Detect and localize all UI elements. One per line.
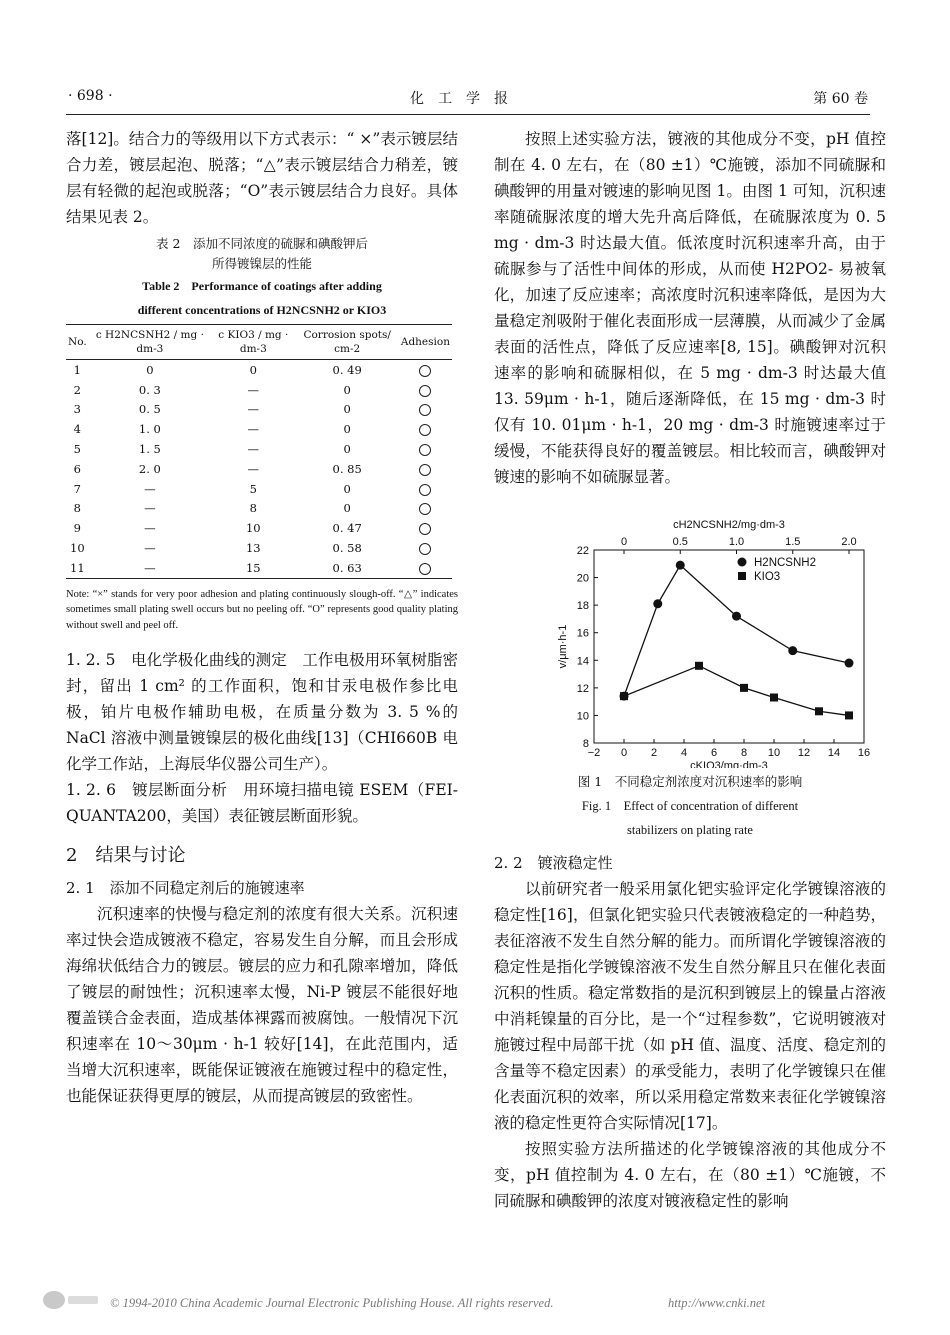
y-tick-label: 22 [576, 545, 589, 557]
col-header-adhesion: Adhesion [399, 325, 452, 360]
table-cell-kio3: 10 [245, 521, 261, 536]
legend-marker-square [738, 572, 746, 580]
deposition-rate-paragraph: 按照上述实验方法，镀液的其他成分不变，pH 值控制在 4. 0 左右，在（80 ±1）℃施镀，添加不同硫脲和碘酸钾的用量对镀速的影响见图 1。由图 1 可知，沉积速率随硫脲浓度的增大先升高后降低，在硫脲浓度为 0. 5 mg · dm-3 时达最大值。低浓度时沉积速率升高，由于硫脲参与了活性中间体的形成，从而使 H2PO2- 易被氧化，加速了反应速率；高浓度时沉积速率降低，是因为大量稳定剂吸附于催化表面形成一层薄膜，从而减少了金属表面的活性点，降低了反应速率[8, 15]。碘酸钾对沉积速率的影响和硫脲相似，在 5 mg · dm-3 时达最大值 13. 59μm · h-1，随后逐渐降低，在 15 mg · dm-3 时仅有 10. 01μm · h-1，20 mg · dm-3 时施镀速率过于缓慢，不能获得良好的覆盖镀层。相比较而言，碘酸钾对镀速的影响不如硫脲显著。 [494, 130, 886, 486]
table-cell-thiourea: 2. 0 [138, 461, 161, 476]
section-1-2-5: 1. 2. 5 电化学极化曲线的测定 工作电极用环氧树脂密封，留出 1 cm² 的工作面积，饱和甘汞电极作参比电极，铂片电极作辅助电极，在质量分数为 3. 5 %的 NaCl 溶液中测量镀镍层的极化曲线[13]（CHI660B 电化学工作站，上海辰华仪器公司生产）。 [66, 651, 458, 774]
y-tick-label: 16 [576, 627, 589, 640]
table-cell-no: 7 [73, 481, 81, 496]
table-cell-no: 4 [73, 422, 81, 437]
y-axis-label: v/μm·h-1 [557, 624, 569, 669]
data-point-KIO3 [770, 694, 778, 702]
data-point-KIO3 [845, 711, 853, 719]
table-cell-thiourea: 0. 3 [138, 382, 161, 397]
table-cell-kio3: — [247, 442, 260, 457]
x-tick-label: 16 [857, 747, 871, 759]
figure-1 [494, 498, 886, 768]
y-tick-label: 8 [582, 738, 589, 750]
x-tick-label: 12 [797, 747, 811, 759]
section-2-2-heading: 2. 2 镀液稳定性 [494, 854, 613, 872]
col-header-no: No. [66, 325, 89, 360]
table-cell-thiourea: — [144, 541, 156, 556]
col-header-corrosion: Corrosion spots/ cm-2 [296, 325, 399, 360]
table-cell-corrosion: 0. 58 [332, 541, 362, 556]
figure-caption-en-line1: Fig. 1 Effect of concentration of different [581, 799, 799, 813]
good-adhesion-circle-icon [419, 484, 431, 496]
x-tick-label: 10 [767, 747, 781, 759]
top-axis-label: cH2NCSNH2/mg·dm-3 [673, 519, 785, 531]
table-cell-adhesion [399, 380, 452, 400]
y-tick-label: 20 [576, 572, 589, 585]
good-adhesion-circle-icon [419, 404, 431, 416]
table-cell-kio3: — [247, 402, 260, 417]
table-cell-kio3: 8 [249, 501, 257, 516]
section-2-heading: 2 结果与讨论 [66, 845, 186, 867]
table-cell-corrosion: 0 [343, 422, 351, 437]
series-line-H2NCSNH2 [624, 565, 849, 696]
table-row [66, 538, 452, 558]
table-row [66, 558, 452, 578]
table-cell-kio3: 5 [249, 481, 257, 496]
x-tick-label: 2 [650, 747, 658, 759]
table-cell-no: 6 [73, 461, 81, 476]
table-cell-corrosion: 0 [343, 501, 351, 516]
table-cell-no: 1 [73, 362, 81, 377]
cnki-logo-icon [40, 1288, 102, 1312]
table-row [66, 479, 452, 499]
x-tick-label: 0 [620, 747, 628, 759]
table-cell-adhesion [399, 459, 452, 479]
good-adhesion-circle-icon [419, 543, 431, 555]
table-caption-en-line1: Table 2 Performance of coatings after adding [142, 279, 382, 293]
table-cell-adhesion [399, 360, 452, 380]
col-header-kio3: c KIO3 / mg · dm-3 [211, 325, 295, 360]
legend-label: KIO3 [754, 571, 781, 583]
top-tick-label: 1.0 [728, 536, 745, 548]
legend-label: H2NCSNH2 [754, 557, 816, 569]
table-cell-adhesion [399, 439, 452, 459]
table-cell-no: 8 [73, 501, 81, 516]
table-cell-thiourea: — [144, 521, 156, 536]
section-1-2-6: 1. 2. 6 镀层断面分析 用环境扫描电镜 ESEM（FEI-QUANTA200，美国）表征镀层断面形貌。 [66, 781, 458, 826]
table-cell-thiourea: — [144, 481, 156, 496]
section-2-2-paragraph-b: 按照实验方法所描述的化学镀镍溶液的其他成分不变，pH 值控制为 4. 0 左右，在（80 ±1）℃施镀，不同硫脲和碘酸钾的浓度对镀液稳定性的影响 [494, 1140, 886, 1210]
data-point-H2NCSNH2 [653, 599, 662, 608]
table-cell-thiourea: 1. 0 [138, 422, 161, 437]
table-cell-kio3: 15 [211, 558, 295, 578]
table-row [66, 499, 452, 519]
table-cell-kio3: — [247, 422, 260, 437]
table-caption-cn-line2: 所得镀镍层的性能 [211, 256, 312, 271]
table-row [66, 459, 452, 479]
table-cell-corrosion: 0 [343, 402, 351, 417]
legend-marker-circle [738, 558, 747, 567]
table-cell-kio3: 0 [249, 362, 257, 377]
x-tick-label: 14 [827, 747, 841, 759]
section-2-2-paragraph-a: 以前研究者一般采用氯化钯实验评定化学镀镍溶液的稳定性[16]，但氯化钯实验只代表镀液稳定的一种趋势，表征溶液不发生自然分解的能力。而所谓化学镀镍溶液的稳定性是指化学镀镍溶液不发生自然分解且只在催化表面沉积的性质。稳定常数指的是沉积到镀层上的镍量占溶液中消耗镍量的百分比，是一个“过程参数”，它说明镀液对施镀过程中局部干扰（如 pH 值、温度、活度、稳定剂的含量等不稳定因素）的承受能力，表明了化学镀镍只在催化表面沉积的效率，所以采用稳定常数来表征化学镀镍溶液的稳定性更符合实际情况[17]。 [494, 880, 886, 1132]
good-adhesion-circle-icon [419, 464, 431, 476]
good-adhesion-circle-icon [419, 444, 431, 456]
data-point-H2NCSNH2 [732, 612, 741, 621]
copyright-footer: © 1994-2010 China Academic Journal Electronic Publishing House. All rights reserved. [110, 1296, 554, 1310]
good-adhesion-circle-icon [419, 503, 431, 515]
top-tick-label: 0.5 [672, 536, 688, 548]
table-cell-kio3: — [247, 461, 260, 476]
figure-1-chart [494, 498, 886, 768]
table-cell-corrosion: 0. 47 [332, 521, 362, 536]
data-point-H2NCSNH2 [676, 561, 685, 570]
x-axis-label: cKIO3/mg·dm-3 [690, 760, 768, 768]
left-column [66, 126, 458, 1109]
data-point-KIO3 [620, 692, 628, 700]
table-row [66, 419, 452, 439]
y-tick-label: 18 [576, 600, 589, 613]
data-point-KIO3 [695, 662, 703, 670]
top-tick-label: 2.0 [841, 536, 857, 548]
footer-url: http://www.cnki.net [668, 1296, 765, 1310]
section-2-1-heading: 2. 1 添加不同稳定剂后的施镀速率 [66, 879, 305, 898]
table-note: Note: “×” stands for very poor adhesion and plating continuously slough-off. “△” indicates sometimes small plating swell occurs but no peeling off. “O” represents good quality plating without swell and peel off. [66, 588, 458, 631]
top-tick-label: 1.5 [785, 536, 801, 548]
table-2 [66, 324, 452, 579]
table-cell-no: 2 [73, 382, 81, 397]
x-tick-label: 8 [740, 747, 748, 759]
data-point-H2NCSNH2 [788, 646, 797, 655]
table-row [66, 400, 452, 420]
table-cell-no: 9 [73, 521, 81, 536]
table-cell-kio3: — [247, 382, 260, 397]
table-cell-thiourea: — [144, 501, 156, 516]
col-header-thiourea: c H2NCSNH2 / mg · dm-3 [89, 325, 211, 360]
table-cell-thiourea: — [89, 558, 211, 578]
table-cell-corrosion: 0 [343, 382, 351, 397]
good-adhesion-circle-icon [419, 385, 431, 397]
y-tick-label: 14 [576, 655, 589, 668]
data-point-H2NCSNH2 [845, 659, 854, 668]
table-cell-thiourea: 1. 5 [138, 442, 161, 457]
x-tick-label: −2 [587, 747, 601, 759]
table-caption-cn-line1: 表 2 添加不同浓度的硫脲和碘酸钾后 [156, 236, 368, 251]
y-tick-label: 12 [576, 682, 589, 695]
table-cell-corrosion: 0 [343, 481, 351, 496]
figure-caption-en-line2: stabilizers on plating rate [626, 823, 753, 837]
good-adhesion-circle-icon [419, 424, 431, 436]
table-row [66, 518, 452, 538]
adhesion-grade-paragraph: 落[12]。结合力的等级用以下方式表示：“ ×”表示镀层结合力差，镀层起泡、脱落；“△”表示镀层结合力稍差，镀层有轻微的起泡或脱落；“O”表示镀层结合力良好。具体结果见表 2。 [66, 130, 458, 226]
table-cell-no: 3 [73, 402, 81, 417]
table-cell-adhesion [399, 518, 452, 538]
table-cell-adhesion [399, 479, 452, 499]
table-cell-adhesion [399, 400, 452, 420]
plot-frame [594, 550, 864, 743]
table-row [66, 439, 452, 459]
table-caption-en-line2: different concentrations of H2NCSNH2 or KIO3 [137, 303, 387, 317]
volume-label: 第 60 卷 [813, 91, 868, 107]
page-number: · 698 · [68, 88, 113, 104]
good-adhesion-circle-icon [419, 523, 431, 535]
table-cell-adhesion [399, 419, 452, 439]
table-row [66, 380, 452, 400]
table-cell-thiourea: 0. 5 [138, 402, 161, 417]
table-cell-no: 11 [66, 558, 89, 578]
x-tick-label: 4 [680, 747, 688, 759]
x-tick-label: 6 [710, 747, 718, 759]
right-column [494, 126, 886, 1214]
figure-caption-cn: 图 1 不同稳定剂浓度对沉积速率的影响 [577, 774, 803, 789]
table-cell-corrosion: 0. 63 [296, 558, 399, 578]
top-tick-label: 0 [620, 536, 628, 548]
table-cell-adhesion [399, 499, 452, 519]
section-2-1-paragraph: 沉积速率的快慢与稳定剂的浓度有很大关系。沉积速率过快会造成镀液不稳定，容易发生自分解，而且会形成海绵状低结合力的镀层。镀层的应力和孔隙率增加，降低了镀层的耐蚀性；沉积速率太慢，Ni-P 镀层不能很好地覆盖镁合金表面，造成基体裸露而被腐蚀。一般情况下沉积速率在 10～30μm · h-1 较好[14]，在此范围内，适当增大沉积速率，既能保证镀液在施镀过程中的稳定性，也能保证获得更厚的镀层，从而提高镀层的致密性。 [66, 905, 458, 1106]
data-point-KIO3 [815, 707, 823, 715]
table-cell-thiourea: 0 [146, 362, 154, 377]
table-row [66, 360, 452, 380]
header-rule [66, 114, 870, 115]
table-cell-no: 10 [70, 541, 85, 556]
journal-title: 化工学报 [410, 91, 522, 107]
table-cell-kio3: 13 [245, 541, 261, 556]
table-cell-no: 5 [73, 442, 81, 457]
good-adhesion-circle-icon [419, 563, 431, 575]
table-cell-corrosion: 0. 49 [332, 362, 362, 377]
data-point-KIO3 [740, 684, 748, 692]
table-cell-corrosion: 0 [343, 442, 351, 457]
good-adhesion-circle-icon [419, 365, 431, 377]
table-cell-adhesion [399, 538, 452, 558]
table-cell-adhesion [399, 558, 452, 578]
table-cell-corrosion: 0. 85 [332, 461, 362, 476]
y-tick-label: 10 [576, 710, 589, 723]
